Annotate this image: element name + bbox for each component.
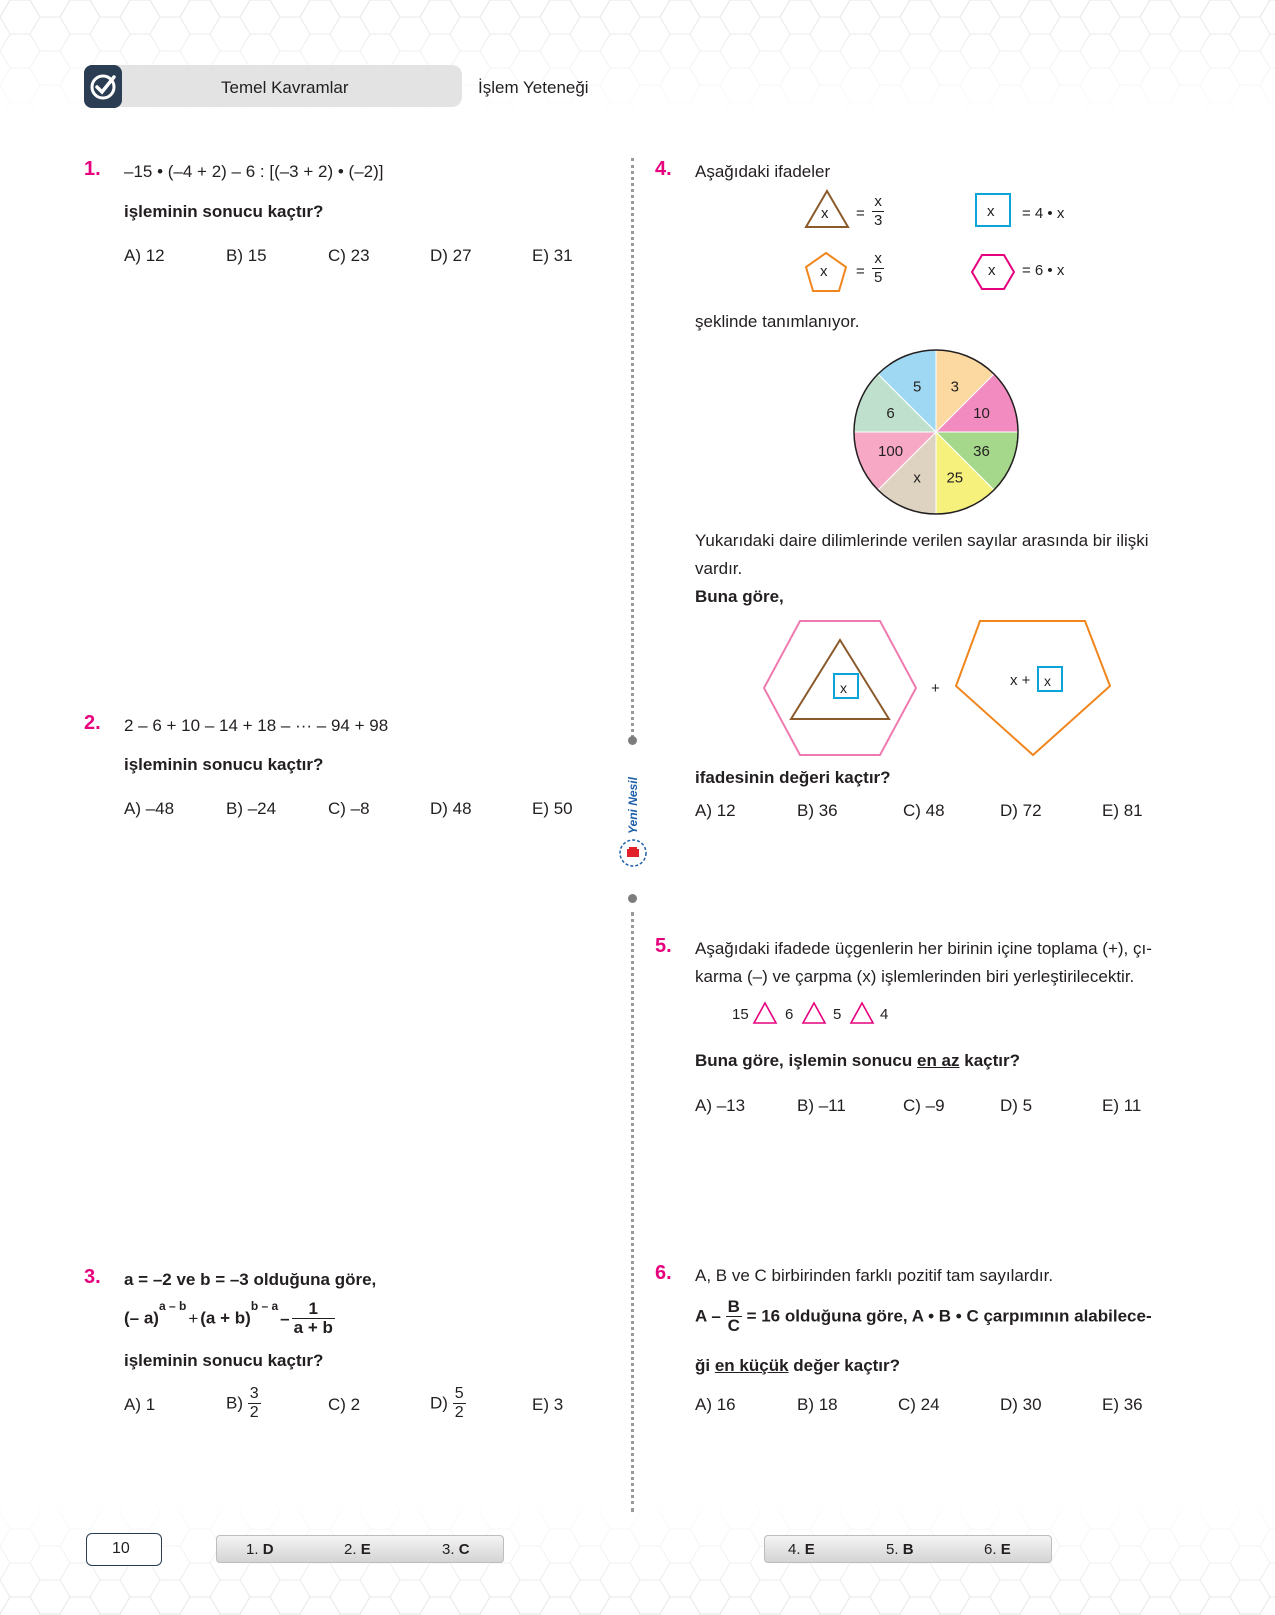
- q2-option-c[interactable]: C) –8: [328, 799, 370, 818]
- question-number: 5.: [655, 935, 672, 957]
- q1-option-c[interactable]: C) 23: [328, 246, 370, 265]
- hexagon-var: x: [988, 262, 996, 279]
- q4-option-a[interactable]: A) 12: [695, 801, 736, 820]
- answer-key-item: 4. E: [788, 1541, 815, 1558]
- check-icon: [84, 65, 122, 108]
- q1-option-e[interactable]: E) 31: [532, 246, 573, 265]
- q5-option-e[interactable]: E) 11: [1102, 1096, 1142, 1115]
- q1-option-d[interactable]: D) 27: [430, 246, 472, 265]
- divider-dot: [628, 736, 637, 745]
- q5-option-d[interactable]: D) 5: [1000, 1096, 1033, 1115]
- q6-line2: A – $\frac{B}{C}$ = 16 olduğuna göre, A • B • C çarpımının alabilece-: [695, 1297, 1152, 1335]
- q6-option-c[interactable]: C) 24: [898, 1395, 940, 1414]
- q5-num-4: 4: [880, 1006, 889, 1023]
- column-divider-bottom: [631, 912, 634, 1512]
- q3-term2-exp: b – a: [250, 1299, 279, 1314]
- q3-option-e[interactable]: E) 3: [532, 1395, 564, 1414]
- q2-option-e[interactable]: E) 50: [532, 799, 573, 818]
- question-number: 1.: [84, 158, 101, 180]
- q2-prompt: işleminin sonucu kaçtır?: [124, 755, 324, 774]
- q3-frac-den: a + b: [293, 1318, 333, 1337]
- q4-option-e[interactable]: E) 81: [1102, 801, 1143, 820]
- pentagon-eq: =: [856, 263, 865, 280]
- q2-option-a[interactable]: A) –48: [124, 799, 175, 818]
- q5-triangle-2: [801, 1001, 827, 1025]
- q5-num-2: 6: [785, 1006, 794, 1023]
- question-number: 3.: [84, 1266, 101, 1288]
- brand-icon: [618, 838, 648, 868]
- q5-triangle-1: [752, 1001, 778, 1025]
- q2-expression: 2 – 6 + 10 – 14 + 18 – ··· – 94 + 98: [124, 716, 389, 735]
- q6-option-a[interactable]: A) 16: [695, 1395, 736, 1414]
- q2-option-d[interactable]: D) 48: [430, 799, 472, 818]
- pie-label: 36: [973, 442, 990, 460]
- answer-key-item: 3. C: [442, 1541, 470, 1558]
- logo: [84, 65, 122, 108]
- q1-option-b[interactable]: B) 15: [226, 246, 267, 265]
- q3-term1-base: (– a): [124, 1308, 159, 1328]
- triangle-frac: $\frac{x}{3}$: [874, 193, 883, 229]
- q6-option-d[interactable]: D) 30: [1000, 1395, 1042, 1414]
- triangle-var: x: [821, 205, 829, 222]
- pie-label: 5: [913, 378, 922, 396]
- q3-fraction: [292, 1300, 335, 1337]
- q5-prompt: Buna göre, işlemin sonucu en az kaçtır?: [695, 1051, 1020, 1070]
- question-number: 4.: [655, 158, 672, 180]
- hex-pattern-bottom: [0, 1495, 1275, 1615]
- q4-prompt: ifadesinin değeri kaçtır?: [695, 768, 891, 787]
- q1-option-a[interactable]: A) 12: [124, 246, 165, 265]
- q3-option-a[interactable]: A) 1: [124, 1395, 156, 1414]
- q3-given: a = –2 ve b = –3 olduğuna göre,: [124, 1270, 377, 1289]
- question-number: 6.: [655, 1262, 672, 1284]
- pentagon-frac: $\frac{x}{5}$: [874, 250, 883, 286]
- pie-chart: [850, 346, 1022, 518]
- pie-label: 100: [878, 442, 904, 460]
- q1-prompt: işleminin sonucu kaçtır?: [124, 202, 324, 221]
- q4-defined: şeklinde tanımlanıyor.: [695, 312, 860, 331]
- pie-label: 25: [946, 469, 964, 487]
- q3-term2-base: (a + b): [200, 1308, 251, 1328]
- q6-option-b[interactable]: B) 18: [797, 1395, 838, 1414]
- q5-num-3: 5: [833, 1006, 842, 1023]
- q5-option-c[interactable]: C) –9: [903, 1096, 945, 1115]
- q3-frac-num: 1: [292, 1300, 335, 1319]
- answer-key-item: 2. E: [344, 1541, 371, 1558]
- big-plus: +: [931, 680, 940, 697]
- subsection-title: İşlem Yeteneği: [478, 78, 589, 97]
- q4-option-c[interactable]: C) 48: [903, 801, 945, 820]
- q3-expression: [124, 1300, 335, 1340]
- pie-label: 3: [950, 378, 959, 396]
- divider-dot: [628, 894, 637, 903]
- q4-option-d[interactable]: D) 72: [1000, 801, 1042, 820]
- answer-key-item: 1. D: [246, 1541, 274, 1558]
- big-inner-var: x: [840, 680, 847, 696]
- question-number: 2.: [84, 712, 101, 734]
- q5-line1: Aşağıdaki ifadede üçgenlerin her birinin içine toplama (+), çı-: [695, 939, 1152, 958]
- q6-line1: A, B ve C birbirinden farklı pozitif tam sayılardır.: [695, 1266, 1054, 1285]
- big-pent-prefix: x +: [1010, 672, 1031, 689]
- q3-minus: –: [280, 1308, 290, 1328]
- q6-line3: ği en küçük değer kaçtır?: [695, 1356, 901, 1375]
- q6-option-e[interactable]: E) 36: [1102, 1395, 1143, 1414]
- page-number: 10: [112, 1540, 130, 1557]
- brand-vertical: Yeni Nesil: [626, 777, 640, 834]
- pentagon-var: x: [820, 263, 828, 280]
- hexagon-rhs: = 6 • x: [1022, 262, 1065, 279]
- q3-option-b[interactable]: B) $\frac{3}{2}$: [226, 1385, 259, 1421]
- q5-num-1: 15: [732, 1006, 749, 1023]
- q3-option-c[interactable]: C) 2: [328, 1395, 361, 1414]
- q4-relation: Yukarıdaki daire dilimlerinde verilen sayılar arasında bir ilişki: [695, 531, 1149, 550]
- q3-option-d[interactable]: D) $\frac{5}{2}$: [430, 1385, 464, 1421]
- big-pentagon: [952, 618, 1114, 758]
- section-title: Temel Kavramlar: [221, 78, 349, 97]
- q4-relation-2: vardır.: [695, 559, 743, 578]
- q3-plus: +: [188, 1308, 199, 1328]
- q2-option-b[interactable]: B) –24: [226, 799, 277, 818]
- q3-term1-exp: a – b: [158, 1299, 187, 1314]
- pie-label: x: [913, 469, 921, 487]
- square-rhs: = 4 • x: [1022, 205, 1065, 222]
- q5-option-b[interactable]: B) –11: [797, 1096, 846, 1115]
- q5-option-a[interactable]: A) –13: [695, 1096, 746, 1115]
- q1-expression: –15 • (–4 + 2) – 6 : [(–3 + 2) • (–2)]: [124, 162, 384, 181]
- q4-intro: Aşağıdaki ifadeler: [695, 162, 831, 181]
- q3-prompt: işleminin sonucu kaçtır?: [124, 1351, 324, 1370]
- answer-key-item: 6. E: [984, 1541, 1011, 1558]
- q4-buna: Buna göre,: [695, 587, 784, 606]
- triangle-eq: =: [856, 205, 865, 222]
- q4-option-b[interactable]: B) 36: [797, 801, 838, 820]
- pie-label: 10: [973, 405, 990, 423]
- answer-key-item: 5. B: [886, 1541, 914, 1558]
- column-divider-top: [631, 158, 634, 738]
- big-pent-var: x: [1044, 673, 1051, 689]
- square-var: x: [987, 203, 995, 220]
- pie-label: 6: [886, 405, 895, 423]
- q5-line2: karma (–) ve çarpma (x) işlemlerinden biri yerleştirilecektir.: [695, 967, 1135, 986]
- q5-triangle-3: [849, 1001, 875, 1025]
